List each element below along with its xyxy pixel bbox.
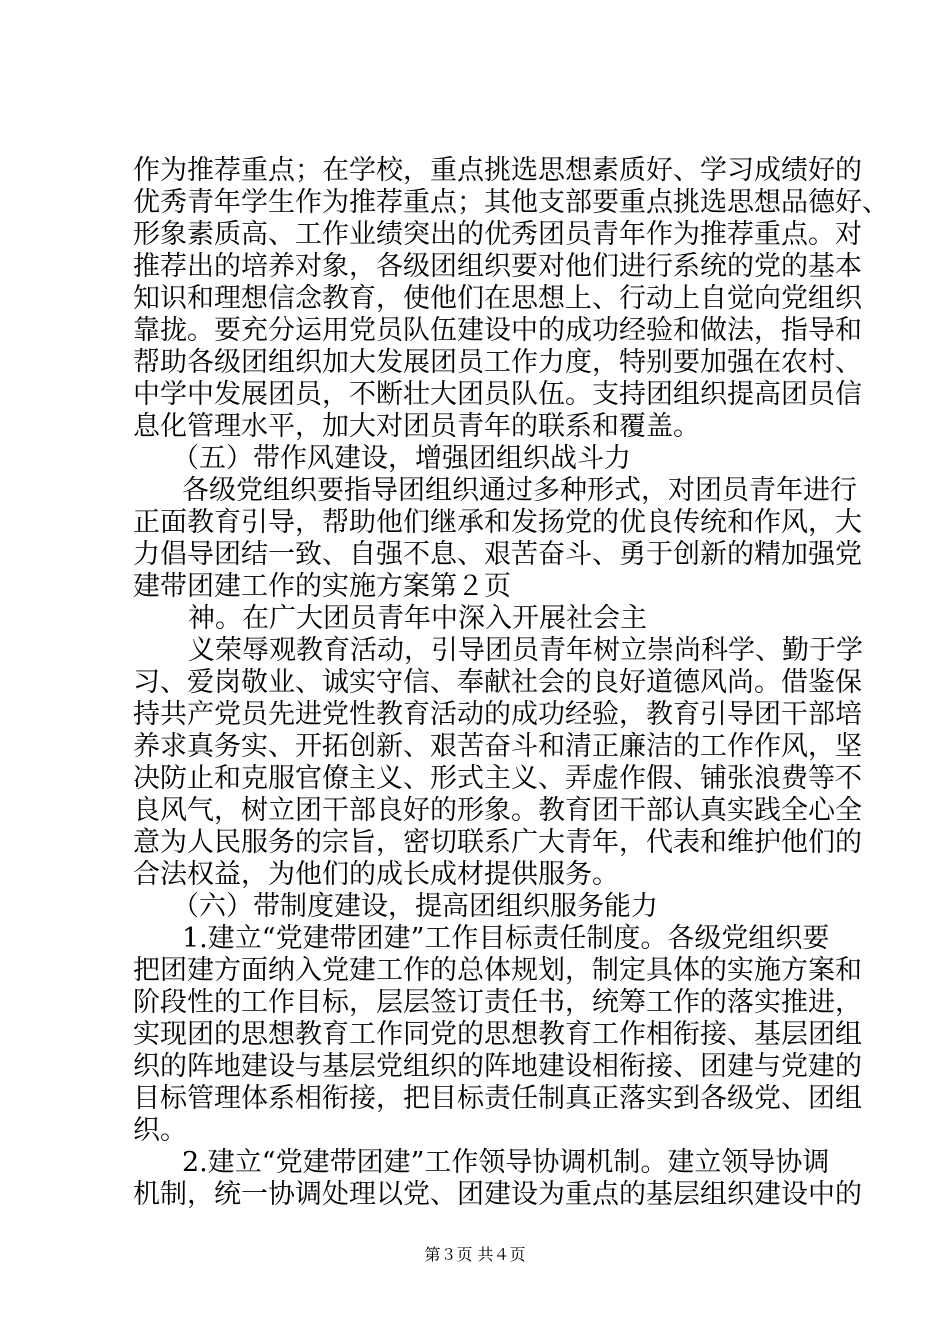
text-line: 神。在广大团员青年中深入开展社会主 — [188, 603, 647, 634]
text-line: 合法权益，为他们的成长成材提供服务。 — [133, 859, 619, 890]
text-line: 决防止和克服官僚主义、形式主义、弄虚作假、铺张浪费等不 — [133, 763, 862, 794]
text-line: 2.建立“党建带团建”工作领导协调机制。建立领导协调 — [182, 1147, 830, 1178]
text-line: 目标管理体系相衔接，把目标责任制真正落实到各级党、团组 — [133, 1083, 862, 1114]
text-line: 靠拢。要充分运用党员队伍建设中的成功经验和做法，指导和 — [133, 315, 862, 346]
text-line: 各级党组织要指导团组织通过多种形式，对团员青年进行 — [182, 475, 857, 506]
text-line: 织的阵地建设与基层党组织的阵地建设相衔接、团建与党建的 — [133, 1051, 862, 1082]
text-line: 织。 — [133, 1115, 187, 1146]
text-line: 推荐出的培养对象，各级团组织要对他们进行系统的党的基本 — [133, 251, 862, 282]
page-footer: 第３页 共４页 — [424, 1245, 526, 1264]
text-line: 把团建方面纳入党建工作的总体规划，制定具体的实施方案和 — [133, 955, 862, 986]
text-line: 帮助各级团组织加大发展团员工作力度，特别要加强在农村、 — [133, 347, 862, 378]
text-line: 建带团建工作的实施方案第２页 — [133, 571, 511, 602]
text-line: 习、爱岗敬业、诚实守信、奉献社会的良好道德风尚。借鉴保 — [133, 667, 862, 698]
text-line: 实现团的思想教育工作同党的思想教育工作相衔接、基层团组 — [133, 1019, 862, 1050]
text-line: 1.建立“党建带团建”工作目标责任制度。各级党组织要 — [182, 923, 830, 954]
text-line: 持共产党员先进党性教育活动的成功经验，教育引导团干部培 — [133, 699, 862, 730]
section-heading: （五）带作风建设，增强团组织战斗力 — [172, 443, 631, 474]
text-line: 养求真务实、开拓创新、艰苦奋斗和清正廉洁的工作作风，坚 — [133, 731, 862, 762]
text-line: 正面教育引导，帮助他们继承和发扬党的优良传统和作风，大 — [133, 507, 862, 538]
text-line: 意为人民服务的宗旨，密切联系广大青年，代表和维护他们的 — [133, 827, 862, 858]
text-line: 知识和理想信念教育，使他们在思想上、行动上自觉向党组织 — [133, 283, 862, 314]
text-line: 优秀青年学生作为推荐重点；其他支部要重点挑选思想品德好、 — [133, 187, 889, 218]
text-line: 义荣辱观教育活动，引导团员青年树立崇尚科学、勤于学 — [188, 635, 863, 666]
text-line: 形象素质高、工作业绩突出的优秀团员青年作为推荐重点。对 — [133, 219, 862, 250]
text-line: 机制，统一协调处理以党、团建设为重点的基层组织建设中的 — [133, 1179, 862, 1210]
text-line: 阶段性的工作目标，层层签订责任书，统筹工作的落实推进， — [133, 987, 862, 1018]
section-heading: （六）带制度建设，提高团组织服务能力 — [172, 891, 658, 922]
text-line: 力倡导团结一致、自强不息、艰苦奋斗、勇于创新的精加强党 — [133, 539, 862, 570]
text-line: 中学中发展团员，不断壮大团员队伍。支持团组织提高团员信 — [133, 379, 862, 410]
text-line: 息化管理水平，加大对团员青年的联系和覆盖。 — [133, 411, 700, 442]
text-line: 作为推荐重点；在学校，重点挑选思想素质好、学习成绩好的 — [133, 155, 862, 186]
text-line: 良风气，树立团干部良好的形象。教育团干部认真实践全心全 — [133, 795, 862, 826]
